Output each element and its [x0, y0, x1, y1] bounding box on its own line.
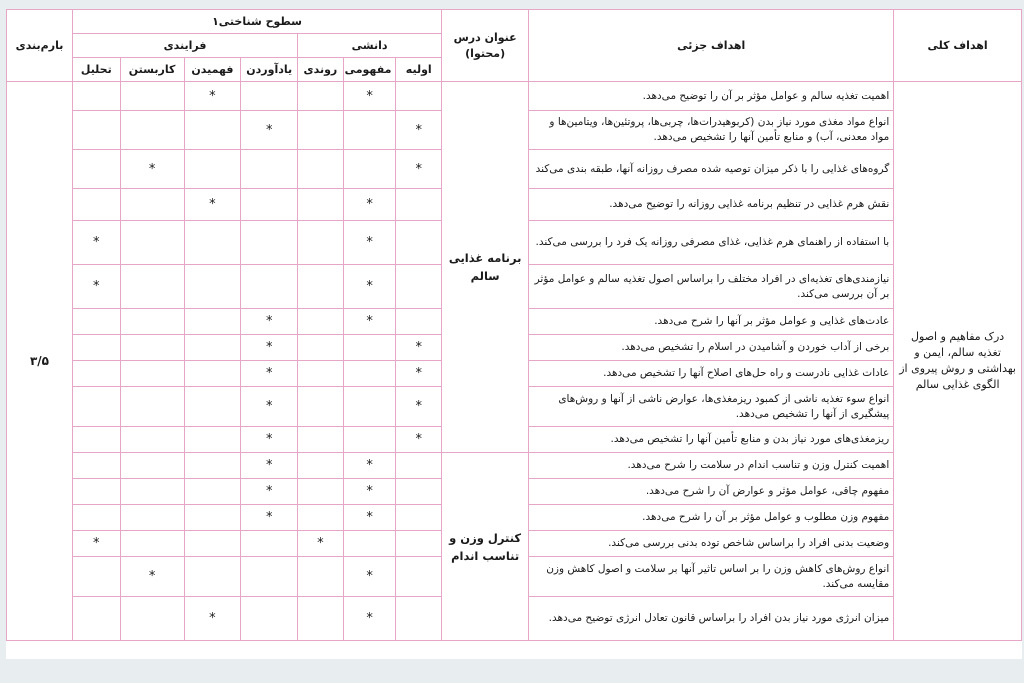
- level-empty-cell: [72, 453, 120, 479]
- level-mark: *: [241, 453, 298, 479]
- level-empty-cell: [120, 453, 184, 479]
- level-empty-cell: [298, 427, 344, 453]
- level-mark: *: [241, 361, 298, 387]
- level-mark: *: [120, 557, 184, 597]
- bottom-margin: [0, 664, 1024, 683]
- level-mark: *: [343, 479, 396, 505]
- level-empty-cell: [396, 309, 442, 335]
- level-empty-cell: [184, 335, 241, 361]
- level-empty-cell: [72, 309, 120, 335]
- objective-cell: وضعیت بدنی افراد را براساس شاخص توده بدنی بررسی می‌کند.: [529, 531, 894, 557]
- level-empty-cell: [72, 335, 120, 361]
- level-empty-cell: [120, 335, 184, 361]
- level-empty-cell: [72, 557, 120, 597]
- level-mark: *: [343, 597, 396, 641]
- level-empty-cell: [72, 427, 120, 453]
- level-empty-cell: [120, 309, 184, 335]
- level-empty-cell: [120, 597, 184, 641]
- overall-goal-cell: درک مفاهیم و اصول تغذیه سالم، ایمن و بهداشتی و روش پیروی از الگوی غذایی سالم: [894, 82, 1022, 641]
- level-empty-cell: [72, 479, 120, 505]
- level-header: کاربستن: [120, 58, 184, 82]
- level-empty-cell: [298, 335, 344, 361]
- level-empty-cell: [396, 453, 442, 479]
- level-mark: *: [343, 189, 396, 221]
- level-empty-cell: [184, 309, 241, 335]
- level-empty-cell: [120, 189, 184, 221]
- level-mark: *: [241, 309, 298, 335]
- level-header: روندی: [298, 58, 344, 82]
- level-mark: *: [343, 82, 396, 111]
- objective-cell: با استفاده از راهنمای هرم غذایی، غذای مصرفی روزانه یک فرد را بررسی می‌کند.: [529, 221, 894, 265]
- level-empty-cell: [72, 150, 120, 189]
- level-mark: *: [396, 335, 442, 361]
- objective-cell: مفهوم وزن مطلوب و عوامل مؤثر بر آن را شرح می‌دهد.: [529, 505, 894, 531]
- level-empty-cell: [120, 265, 184, 309]
- header-lesson-title: عنوان درس (محتوا): [442, 10, 529, 82]
- level-mark: *: [241, 479, 298, 505]
- level-mark: *: [241, 387, 298, 427]
- lesson-title-cell: کنترل وزن و تناسب اندام: [442, 453, 529, 641]
- level-empty-cell: [396, 531, 442, 557]
- level-empty-cell: [72, 82, 120, 111]
- level-empty-cell: [298, 189, 344, 221]
- level-empty-cell: [72, 597, 120, 641]
- level-empty-cell: [298, 505, 344, 531]
- level-empty-cell: [120, 387, 184, 427]
- level-mark: *: [241, 427, 298, 453]
- header-overall-goal: اهداف کلی: [894, 10, 1022, 82]
- level-empty-cell: [120, 427, 184, 453]
- objective-cell: ریزمغذی‌های مورد نیاز بدن و منابع تأمین آنها را تشخیص می‌دهد.: [529, 427, 894, 453]
- level-empty-cell: [298, 309, 344, 335]
- level-empty-cell: [184, 387, 241, 427]
- objective-cell: عادات غذایی نادرست و راه حل‌های اصلاح آنها را تشخیص می‌دهد.: [529, 361, 894, 387]
- level-mark: *: [396, 111, 442, 150]
- level-empty-cell: [298, 82, 344, 111]
- level-empty-cell: [241, 531, 298, 557]
- level-mark: *: [343, 221, 396, 265]
- level-mark: *: [241, 505, 298, 531]
- level-mark: *: [72, 265, 120, 309]
- table-row: [7, 82, 1022, 111]
- level-mark: *: [241, 335, 298, 361]
- level-empty-cell: [72, 387, 120, 427]
- level-empty-cell: [72, 361, 120, 387]
- header-grading: بارم‌بندی: [7, 10, 73, 82]
- level-empty-cell: [120, 479, 184, 505]
- header-process: فرایندی: [72, 34, 297, 58]
- level-empty-cell: [184, 453, 241, 479]
- level-mark: *: [184, 597, 241, 641]
- level-empty-cell: [120, 361, 184, 387]
- level-empty-cell: [241, 557, 298, 597]
- level-empty-cell: [72, 189, 120, 221]
- level-empty-cell: [298, 479, 344, 505]
- level-header: مفهومی: [343, 58, 396, 82]
- level-empty-cell: [396, 479, 442, 505]
- level-empty-cell: [120, 82, 184, 111]
- level-empty-cell: [184, 479, 241, 505]
- level-empty-cell: [298, 597, 344, 641]
- objective-cell: انواع روش‌های کاهش وزن را بر اساس تاثیر آنها بر سلامت و اصول کاهش وزن مقایسه می‌کند.: [529, 557, 894, 597]
- level-empty-cell: [184, 427, 241, 453]
- objective-cell: عادت‌های غذایی و عوامل مؤثر بر آنها را شرح می‌دهد.: [529, 309, 894, 335]
- table-row: [7, 453, 1022, 479]
- level-empty-cell: [72, 505, 120, 531]
- level-empty-cell: [396, 82, 442, 111]
- level-mark: *: [396, 361, 442, 387]
- level-empty-cell: [184, 531, 241, 557]
- objective-cell: انواع مواد مغذی مورد نیاز بدن (کربوهیدرات‌ها، چربی‌ها، پروتئین‌ها، ویتامین‌ها و مواد معدنی، آب) و منابع تأمین آنها را تشخیص می‌دهد.: [529, 111, 894, 150]
- level-empty-cell: [184, 505, 241, 531]
- level-empty-cell: [396, 265, 442, 309]
- level-empty-cell: [72, 111, 120, 150]
- objective-cell: نقش هرم غذایی در تنظیم برنامه غذایی روزانه را توضیح می‌دهد.: [529, 189, 894, 221]
- header-detailed-goals: اهداف جزئی: [529, 10, 894, 82]
- level-mark: *: [343, 309, 396, 335]
- level-empty-cell: [184, 361, 241, 387]
- level-empty-cell: [343, 531, 396, 557]
- level-empty-cell: [343, 150, 396, 189]
- level-empty-cell: [298, 453, 344, 479]
- level-empty-cell: [241, 189, 298, 221]
- curriculum-table-sheet: [6, 9, 1022, 659]
- objective-cell: گروه‌های غذایی را با ذکر میزان توصیه شده مصرف روزانه آنها، طبقه بندی می‌کند: [529, 150, 894, 189]
- level-empty-cell: [298, 361, 344, 387]
- level-empty-cell: [298, 111, 344, 150]
- level-empty-cell: [396, 557, 442, 597]
- header-cognitive-levels: سطوح شناختی۱: [72, 10, 441, 34]
- objective-cell: نیازمندی‌های تغذیه‌ای در افراد مختلف را براساس اصول تغذیه سالم و عوامل مؤثر بر آن بررسی می‌کند.: [529, 265, 894, 309]
- level-empty-cell: [396, 505, 442, 531]
- level-empty-cell: [396, 597, 442, 641]
- level-mark: *: [343, 505, 396, 531]
- level-mark: *: [120, 150, 184, 189]
- level-mark: *: [72, 221, 120, 265]
- level-header: اولیه: [396, 58, 442, 82]
- level-mark: *: [396, 427, 442, 453]
- level-empty-cell: [120, 111, 184, 150]
- lesson-title-cell: برنامه غذایی سالم: [442, 82, 529, 453]
- level-header: فهمیدن: [184, 58, 241, 82]
- level-header: تحلیل: [72, 58, 120, 82]
- score-cell: ۳/۵: [7, 82, 73, 641]
- level-mark: *: [396, 387, 442, 427]
- level-empty-cell: [184, 111, 241, 150]
- curriculum-table: [6, 9, 1022, 641]
- objective-cell: اهمیت تغذیه سالم و عوامل مؤثر بر آن را توضیح می‌دهد.: [529, 82, 894, 111]
- level-empty-cell: [120, 221, 184, 265]
- level-empty-cell: [298, 265, 344, 309]
- level-mark: *: [343, 265, 396, 309]
- level-empty-cell: [343, 111, 396, 150]
- level-empty-cell: [184, 150, 241, 189]
- level-empty-cell: [343, 361, 396, 387]
- level-empty-cell: [184, 221, 241, 265]
- level-empty-cell: [241, 221, 298, 265]
- level-empty-cell: [241, 82, 298, 111]
- level-mark: *: [298, 531, 344, 557]
- level-empty-cell: [120, 531, 184, 557]
- level-empty-cell: [241, 597, 298, 641]
- objective-cell: مفهوم چاقی، عوامل مؤثر و عوارض آن را شرح می‌دهد.: [529, 479, 894, 505]
- level-mark: *: [184, 82, 241, 111]
- table-body: [7, 82, 1022, 641]
- level-empty-cell: [396, 189, 442, 221]
- level-empty-cell: [241, 150, 298, 189]
- level-empty-cell: [184, 557, 241, 597]
- objective-cell: برخی از آداب خوردن و آشامیدن در اسلام را تشخیص می‌دهد.: [529, 335, 894, 361]
- objective-cell: انواع سوء تغذیه ناشی از کمبود ریزمغذی‌ها، عوارض ناشی از آنها و روش‌های پیشگیری از آنها را تشخیص می‌دهد.: [529, 387, 894, 427]
- objective-cell: میزان انرژی مورد نیاز بدن افراد را براساس قانون تعادل انرژی توضیح می‌دهد.: [529, 597, 894, 641]
- level-header: یادآوردن: [241, 58, 298, 82]
- level-empty-cell: [120, 505, 184, 531]
- header-knowledge: دانشی: [298, 34, 442, 58]
- level-mark: *: [343, 453, 396, 479]
- level-mark: *: [343, 557, 396, 597]
- level-mark: *: [72, 531, 120, 557]
- level-empty-cell: [343, 427, 396, 453]
- level-mark: *: [396, 150, 442, 189]
- level-empty-cell: [396, 221, 442, 265]
- level-empty-cell: [241, 265, 298, 309]
- level-empty-cell: [298, 557, 344, 597]
- level-empty-cell: [343, 335, 396, 361]
- level-empty-cell: [184, 265, 241, 309]
- level-empty-cell: [298, 221, 344, 265]
- level-mark: *: [241, 111, 298, 150]
- level-empty-cell: [343, 387, 396, 427]
- level-empty-cell: [298, 387, 344, 427]
- objective-cell: اهمیت کنترل وزن و تناسب اندام در سلامت را شرح می‌دهد.: [529, 453, 894, 479]
- level-empty-cell: [298, 150, 344, 189]
- level-mark: *: [184, 189, 241, 221]
